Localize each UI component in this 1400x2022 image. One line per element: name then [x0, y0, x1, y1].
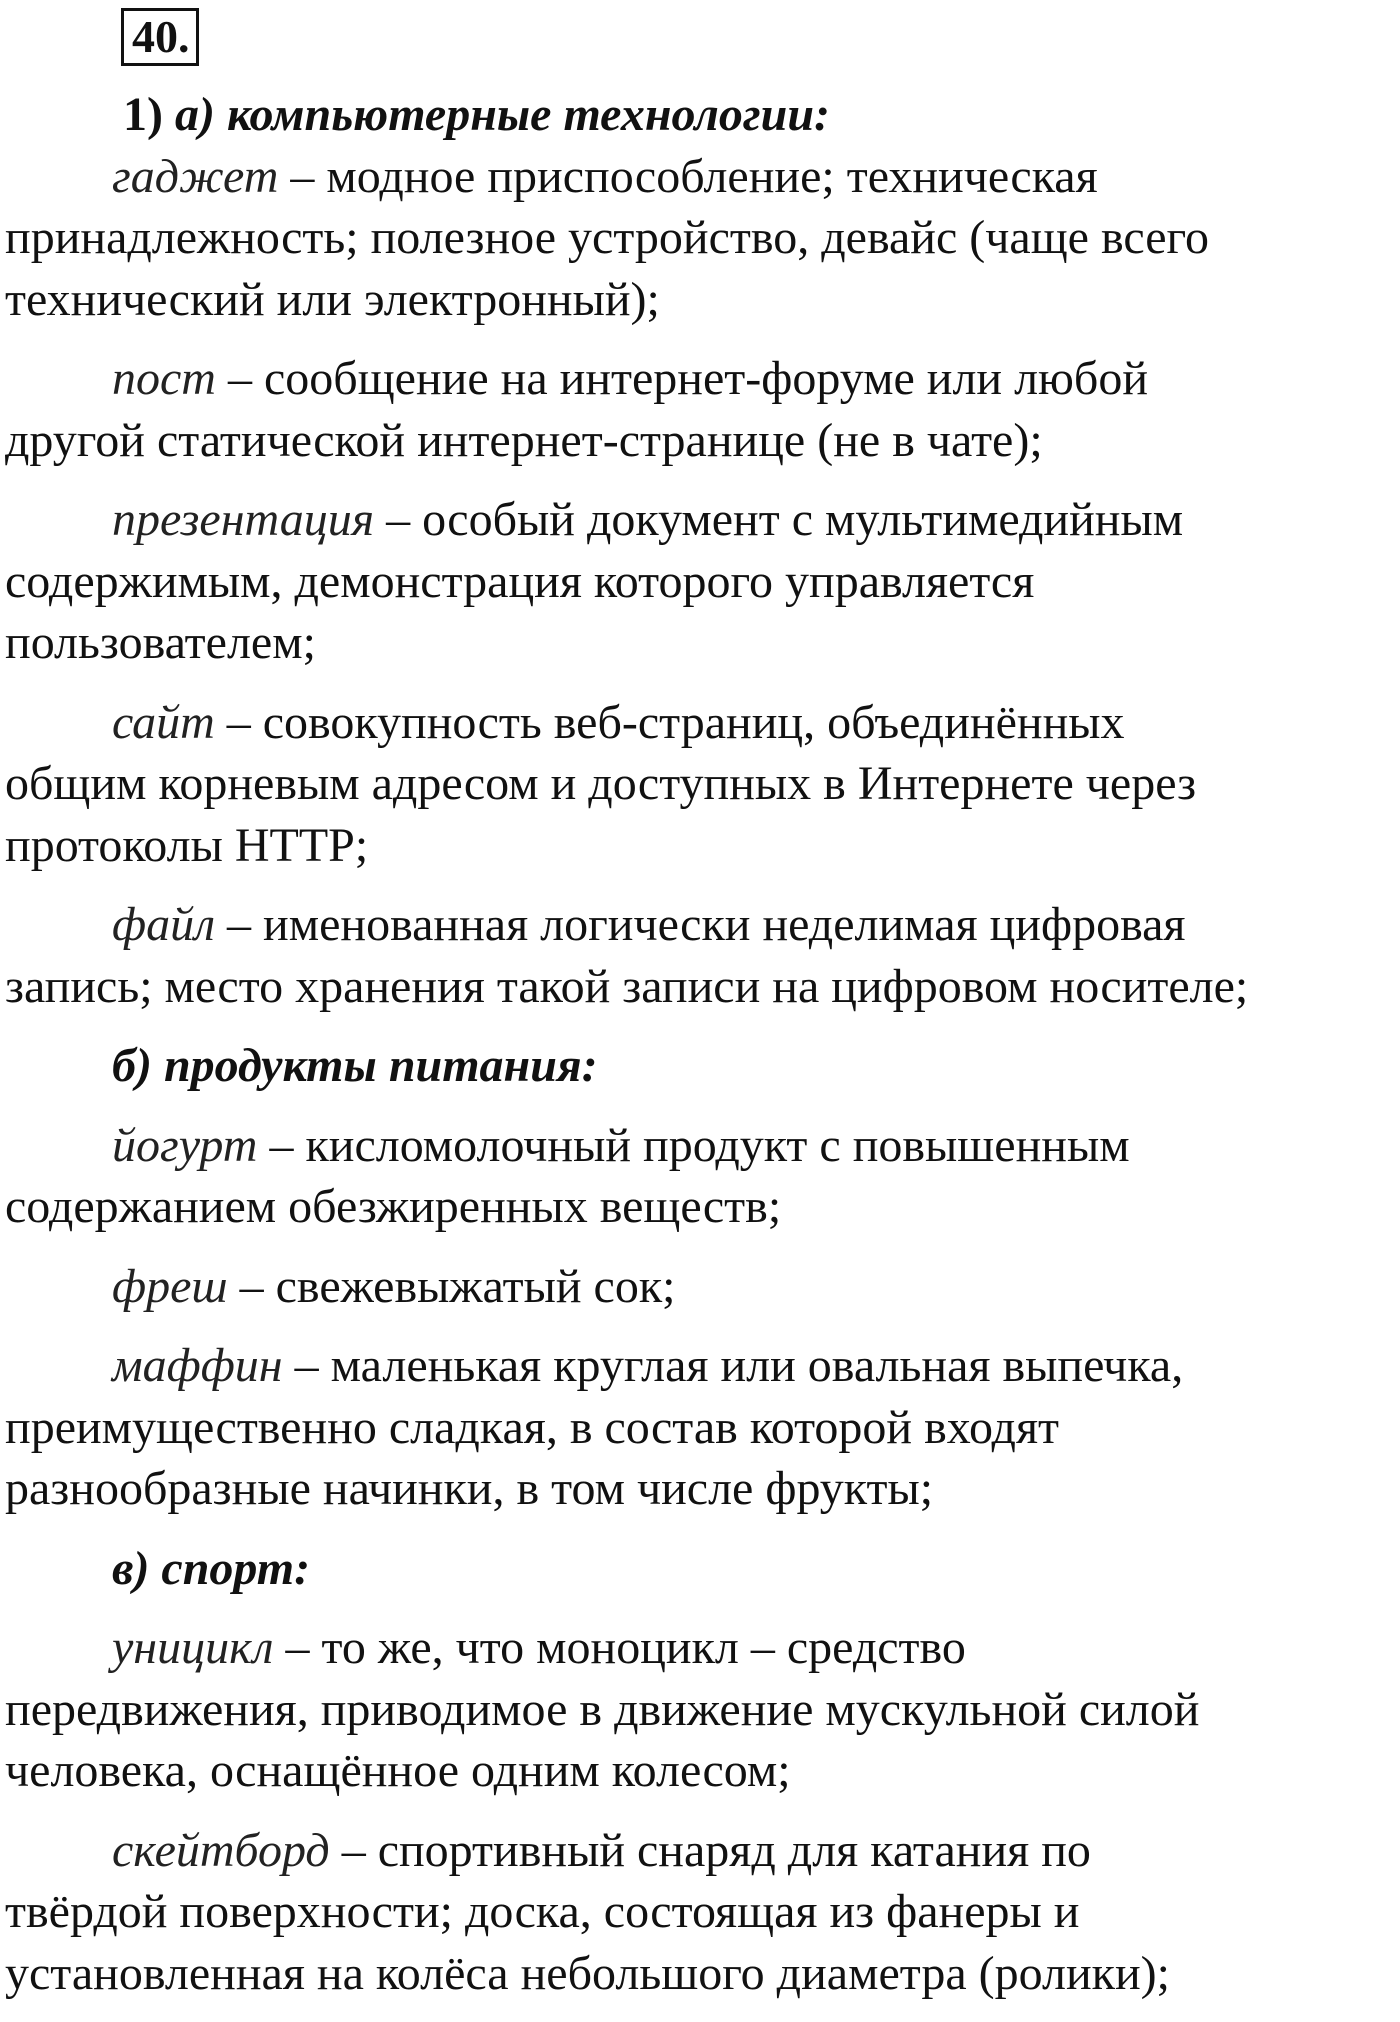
definition-line	[5, 207, 1400, 269]
definition-line	[5, 551, 1400, 613]
definition-text: – совокупность веб-страниц, объединённых	[214, 695, 1125, 749]
definition-text: – спортивный снаряд для катания по	[329, 1823, 1091, 1877]
definition-text: общим корневым адресом и доступных в Интернете через	[5, 757, 1197, 810]
definition-entry	[5, 1256, 1400, 1318]
definition-text: – то же, что моноцикл – средство	[273, 1621, 966, 1674]
definition-text: – модное приспособление; техническая	[278, 149, 1098, 203]
definition-text: другой статической интернет-странице (не в чате);	[5, 413, 1043, 467]
definition-line	[5, 1115, 1400, 1177]
section-heading-text: в) спорт:	[112, 1541, 311, 1595]
definition-text: – особый документ с мультимедийным	[374, 493, 1184, 546]
definition-line	[5, 1679, 1400, 1741]
definition-line	[5, 1943, 1400, 2005]
definition-line	[5, 410, 1400, 472]
term: фреш	[112, 1259, 228, 1313]
definition-line	[5, 1881, 1400, 1943]
definition-text: пользователем;	[5, 616, 316, 669]
answer-number: 1)	[123, 88, 163, 141]
term: сайт	[112, 695, 215, 749]
term: пост	[112, 352, 216, 405]
definition-entry	[5, 894, 1400, 1017]
section-heading	[5, 1538, 1400, 1600]
definition-text: запись; место хранения такой записи на цифровом носителе;	[5, 959, 1249, 1013]
definition-text: принадлежность; полезное устройство, девайс (чаще всего	[5, 211, 1210, 264]
definition-text: передвижения, приводимое в движение мускульной силой	[5, 1682, 1200, 1736]
definition-entry	[5, 1617, 1400, 1802]
definition-entry	[5, 146, 1400, 331]
definition-text: содержимым, демонстрация которого управляется	[5, 554, 1035, 608]
definition-line	[5, 1335, 1400, 1397]
definition-line	[5, 894, 1400, 956]
term: гаджет	[112, 149, 279, 203]
definition-line	[5, 1176, 1400, 1238]
term: йогурт	[112, 1118, 258, 1172]
term: файл	[112, 898, 216, 951]
definition-line	[5, 348, 1400, 410]
term: маффин	[112, 1339, 283, 1392]
section-heading	[5, 84, 1400, 146]
section-heading-text: а) компьютерные технологии:	[174, 88, 831, 141]
term: скейтборд	[112, 1823, 330, 1877]
section-heading-text: б) продукты питания:	[112, 1039, 598, 1092]
definition-text: – сообщение на интернет-форуме или любой	[215, 352, 1149, 405]
definition-text: преимущественно сладкая, в состав которой входят	[5, 1400, 1060, 1454]
exercise-number: 40.	[121, 8, 199, 66]
definition-text: – кисломолочный продукт с повышенным	[257, 1118, 1130, 1172]
definition-line	[5, 956, 1400, 1018]
definition-text: технический или электронный);	[5, 272, 660, 326]
answer-text	[5, 84, 1400, 2022]
term: презентация	[112, 493, 375, 546]
definition-line	[5, 612, 1400, 674]
definition-line	[5, 1617, 1400, 1679]
definition-text: содержанием обезжиренных веществ;	[5, 1180, 782, 1233]
section-heading	[5, 1035, 1400, 1097]
definition-line	[5, 1820, 1400, 1882]
definition-entry	[5, 348, 1400, 471]
term: уницикл	[112, 1621, 274, 1674]
definition-line	[5, 489, 1400, 551]
definition-entry	[5, 1335, 1400, 1520]
definition-text: – маленькая круглая или овальная выпечка,	[282, 1339, 1184, 1392]
definition-line	[5, 815, 1400, 877]
definition-text: протоколы HTTP;	[5, 818, 369, 872]
definition-text: – свежевыжатый сок;	[227, 1259, 676, 1313]
definition-line	[5, 146, 1400, 208]
definition-line	[5, 1740, 1400, 1802]
definition-entry	[5, 692, 1400, 877]
definition-text: твёрдой поверхности; доска, состоящая из фанеры и	[5, 1885, 1080, 1938]
definition-line	[5, 753, 1400, 815]
definition-line	[5, 692, 1400, 754]
definition-line	[5, 1458, 1400, 1520]
definition-line	[5, 1256, 1400, 1318]
definition-line	[5, 1397, 1400, 1459]
definition-text: разнообразные начинки, в том числе фрукты;	[5, 1462, 934, 1515]
definition-entry	[5, 489, 1400, 674]
definition-text: человека, оснащённое одним колесом;	[5, 1744, 791, 1797]
definition-text: установленная на колёса небольшого диаметра (ролики);	[5, 1946, 1170, 2000]
definition-entry	[5, 1820, 1400, 2005]
definition-line	[5, 269, 1400, 331]
definition-text: – именованная логически неделимая цифровая	[215, 898, 1186, 951]
definition-entry	[5, 1115, 1400, 1238]
